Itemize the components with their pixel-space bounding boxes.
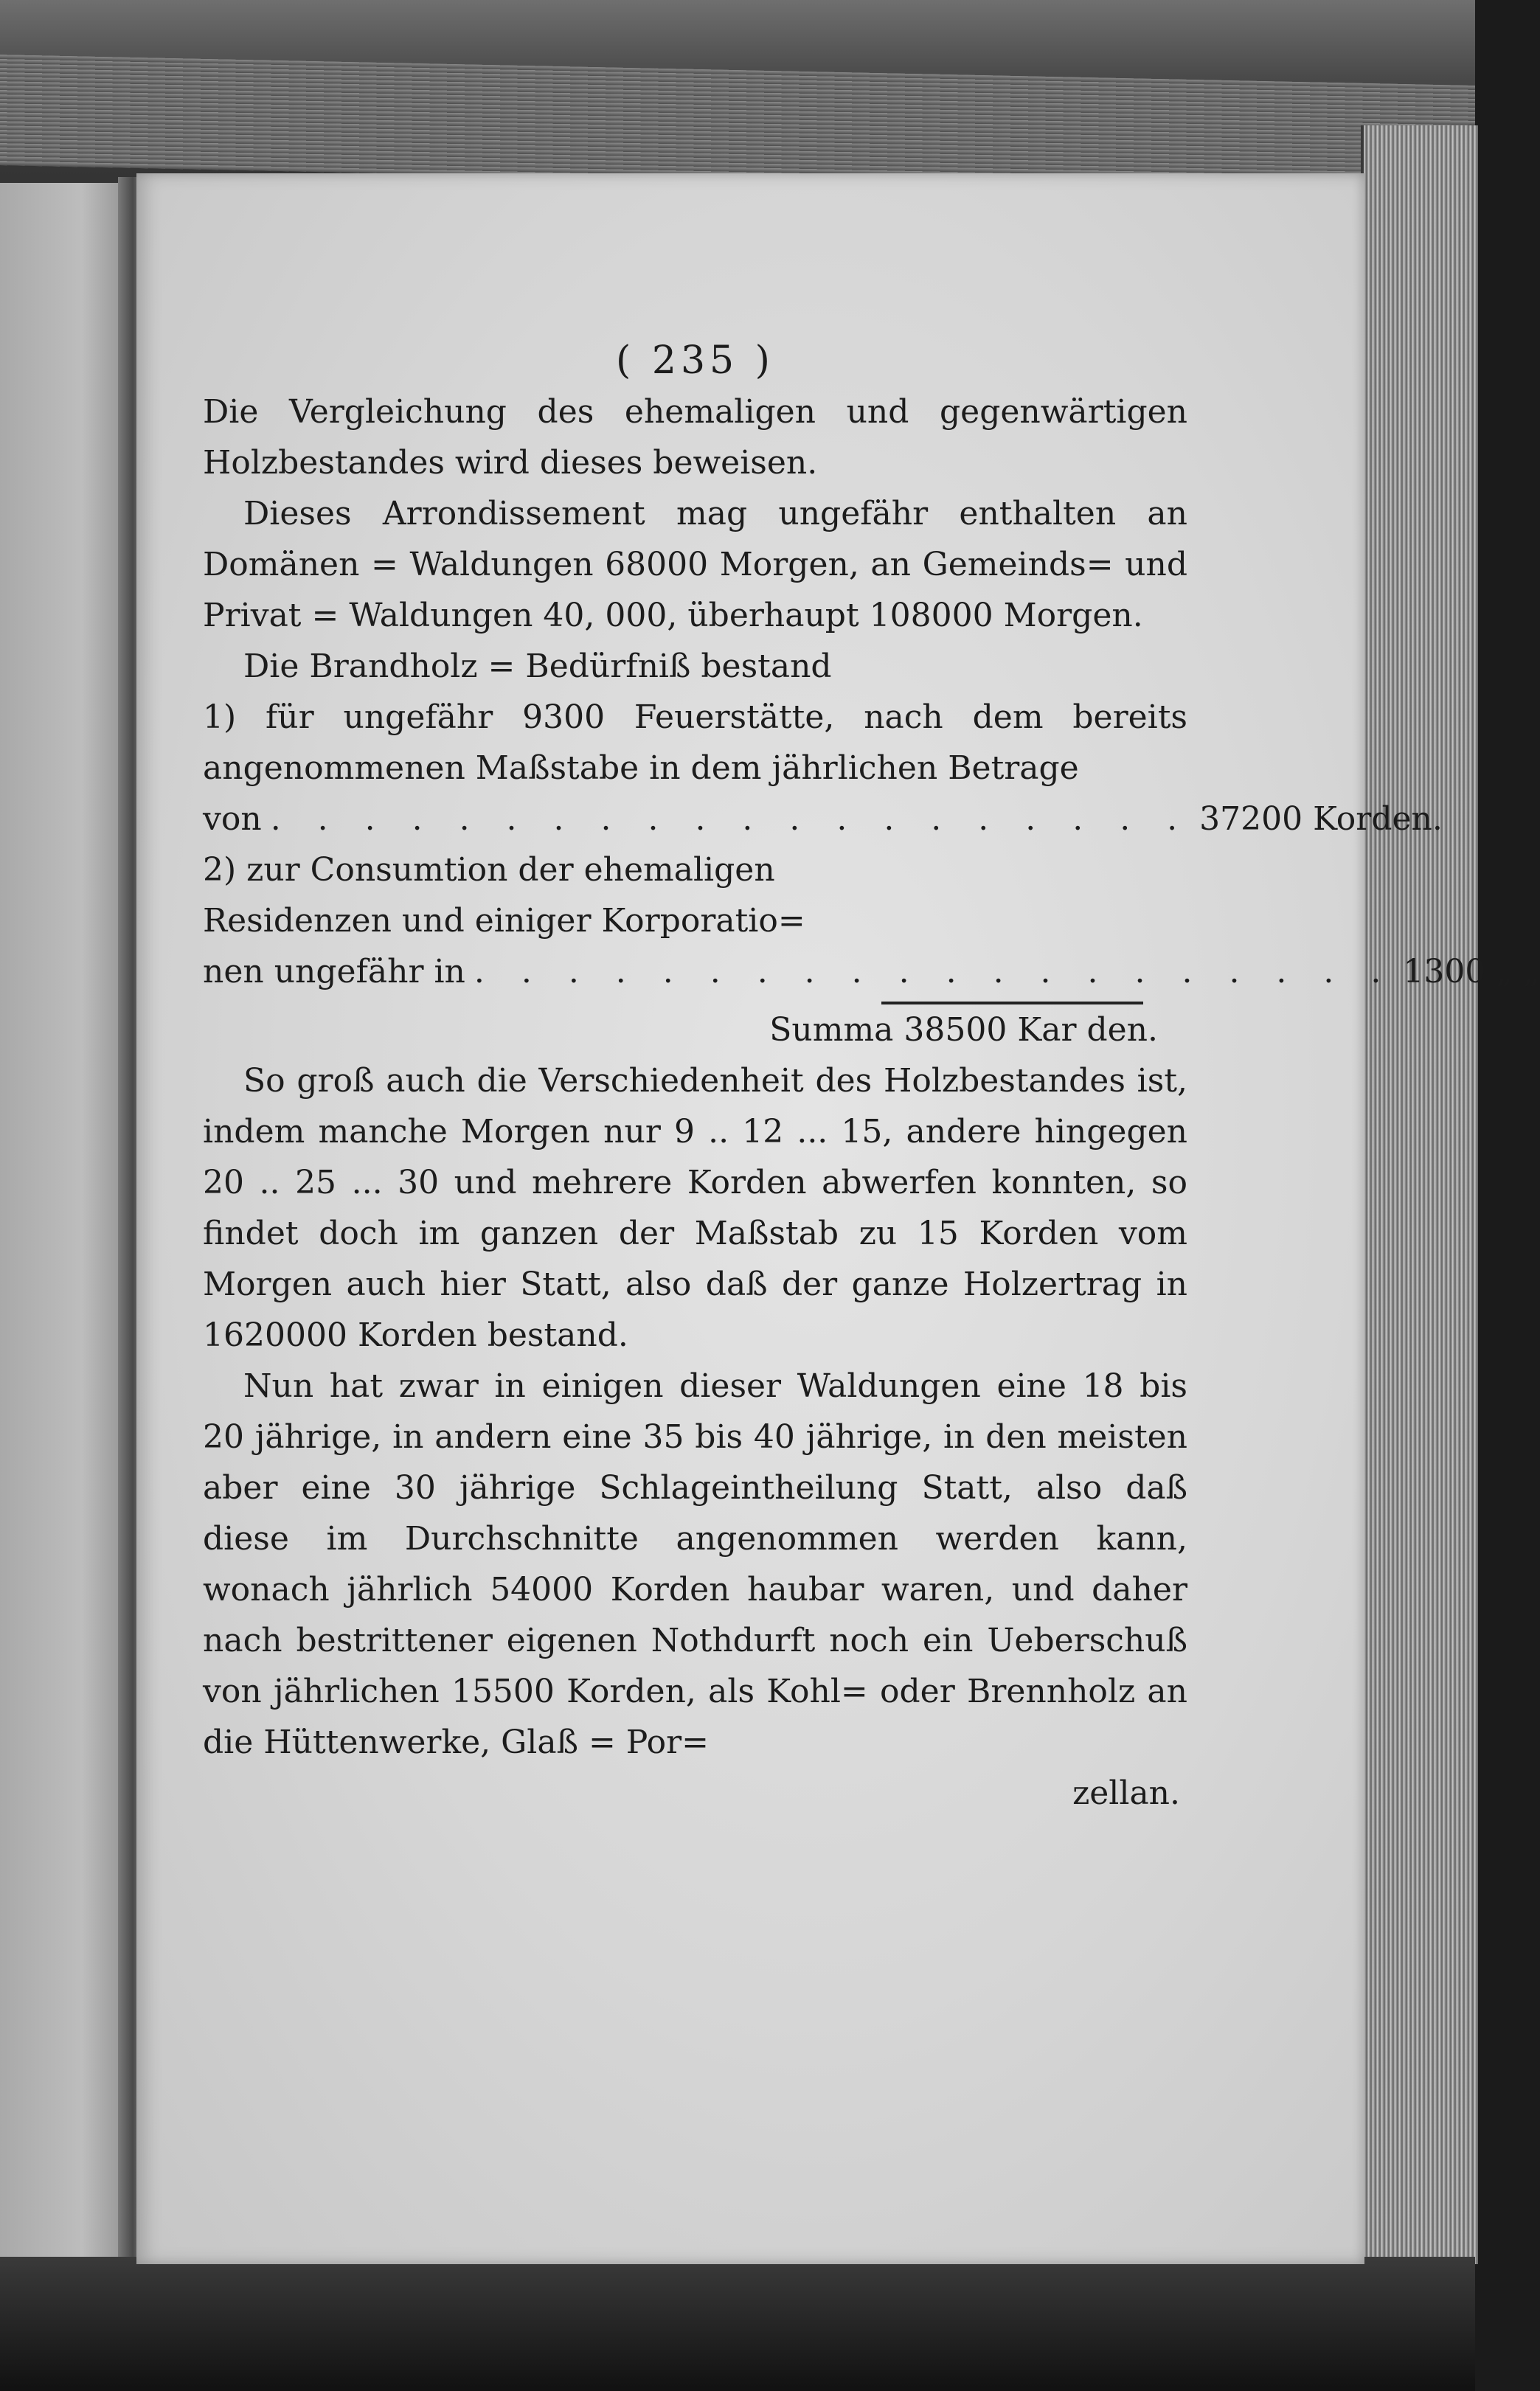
list-item-2-line-1: 2) zur Consumtion der ehemaligen bbox=[203, 851, 775, 889]
paragraph-3: Die Brandholz = Bedürfniß bestand bbox=[243, 648, 832, 685]
paragraph-2: Dieses Arrondissement mag ungefähr enthalten an Domänen = Waldungen 68000 Morgen, an Gemeinds= und Privat = Waldungen 40, 000, überhaupt 108000 Morgen. bbox=[203, 495, 1187, 634]
page-text bbox=[203, 336, 1540, 1819]
paragraph-4: So groß auch die Verschiedenheit des Holzbestandes ist, indem manche Morgen nur 9 .. 12 ... 15, andere hingegen 20 .. 25 ... 30 und mehrere Korden abwerfen konnten, so findet doch im ganzen der Maßstab zu 15 Korden vom Morgen auch hier Statt, also daß der ganze Holzertrag in 1620000 Korden bestand. bbox=[203, 1062, 1187, 1354]
list-item-1-body: 1) für ungefähr 9300 Feuerstätte, nach dem bereits angenommenen Maßstabe in dem jährlichen Betrage bbox=[203, 698, 1187, 787]
summa-line: Summa 38500 Kar den. bbox=[769, 1011, 1158, 1049]
facing-page bbox=[0, 183, 136, 2270]
list-item-2-line-2: Residenzen und einiger Korporatio= bbox=[203, 902, 805, 940]
list-item-1-lead: von bbox=[203, 800, 262, 838]
leader-dots: . . . . . . . . . . . . . . . . . . . . bbox=[474, 953, 1395, 990]
list-item-2-row bbox=[203, 946, 1540, 997]
list-item-2-lead: nen ungefähr in bbox=[203, 953, 465, 990]
paragraph-5: Nun hat zwar in einigen dieser Waldungen eine 18 bis 20 jährige, in andern eine 35 bis 40 jährige, in den meisten aber eine 30 jährige Schlageintheilung Statt, also daß diese im Durchschnitte angenommen werden kann, wonach jährlich 54000 Korden haubar waren, und daher nach bestrittener eigenen Nothdurft noch ein Ueberschuß von jährlichen 15500 Korden, als Kohl= oder Brennholz an die Hüttenwerke, Glaß = Por= bbox=[203, 1367, 1187, 1761]
page-stack-edge bbox=[1361, 125, 1478, 2264]
list-item-1-row bbox=[203, 794, 1443, 844]
page-number: ( 235 ) bbox=[616, 339, 774, 383]
list-item-2-amount: 1300 „ „ bbox=[1403, 953, 1540, 990]
paragraph-1: Die Vergleichung des ehemaligen und gegenwärtigen Holzbestandes wird dieses beweisen. bbox=[203, 393, 1187, 482]
list-item-1-amount: 37200 Korden. bbox=[1199, 800, 1443, 838]
leader-dots: . . . . . . . . . . . . . . . . . . . . bbox=[270, 800, 1191, 838]
list-item-1-text bbox=[203, 692, 1187, 794]
bottom-shadow bbox=[0, 2257, 1475, 2391]
catchword: zellan. bbox=[1072, 1774, 1180, 1812]
